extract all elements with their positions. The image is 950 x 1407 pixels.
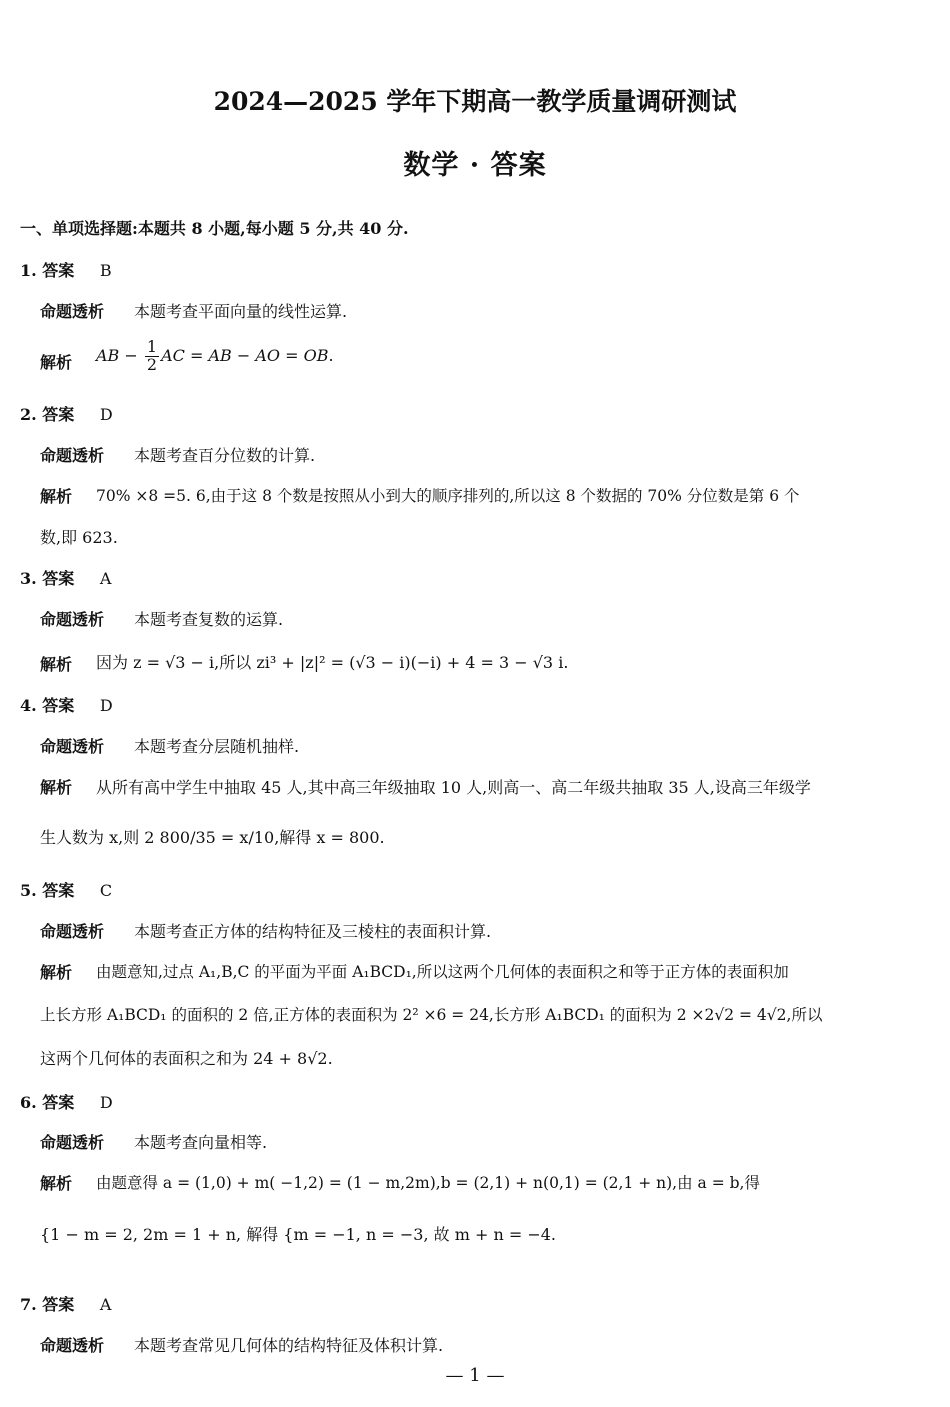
- analysis-text: 由题意得 a = (1,0) + m( −1,2) = (1 − m,2m),b = (2,1) + n(0,1) = (2,1 + n),由 a = b,得: [96, 1174, 760, 1192]
- analysis-text: {1 − m = 2, 2m = 1 + n, 解得 {m = −1, n = −3, 故 m + n = −4.: [40, 1225, 557, 1244]
- insight-label: 命题透析: [40, 446, 105, 465]
- insight-label: 命题透析: [40, 302, 105, 321]
- answer-label: 答案: [42, 1093, 75, 1112]
- analysis-text: 由题意知,过点 A₁,B,C 的平面为平面 A₁BCD₁,所以这两个几何体的表面积之和等于正方体的表面积加: [96, 963, 789, 981]
- analysis-text: 上长方形 A₁BCD₁ 的面积的 2 倍,正方体的表面积为 2² ×6 = 24,长方形 A₁BCD₁ 的面积为 2 ×2√2 = 4√2,所以: [40, 1006, 823, 1024]
- answer-label: 答案: [42, 569, 75, 588]
- section-heading: 一、单项选择题:本题共 8 小题,每小题 5 分,共 40 分.: [20, 219, 409, 238]
- insight-label: 命题透析: [40, 610, 105, 629]
- insight-label: 命题透析: [40, 1133, 105, 1152]
- insight-label: 命题透析: [40, 737, 105, 756]
- question-1-answer-line: [20, 258, 112, 281]
- question-6-answer-line: [20, 1090, 113, 1113]
- question-3-answer-line: [20, 566, 111, 589]
- question-number: 7.: [20, 1295, 37, 1314]
- answer-value: D: [99, 405, 113, 424]
- page-number: — 1 —: [445, 1365, 505, 1386]
- answer-value: D: [99, 696, 113, 715]
- question-number: 2.: [20, 405, 37, 424]
- answer-value: A: [99, 1295, 112, 1314]
- analysis-text: 70% ×8 =5. 6,由于这 8 个数是按照从小到大的顺序排列的,所以这 8 个数据的 70% 分位数是第 6 个: [96, 487, 800, 505]
- insight-text: 本题考查向量相等.: [134, 1133, 268, 1152]
- insight-label: 命题透析: [40, 922, 105, 941]
- question-number: 1.: [20, 261, 37, 280]
- insight-text: 本题考查复数的运算.: [134, 610, 284, 629]
- page-subtitle: 数学 · 答案: [403, 150, 547, 181]
- analysis-label: 解析: [40, 1174, 73, 1193]
- answer-value: A: [99, 569, 112, 588]
- insight-text: 本题考查平面向量的线性运算.: [134, 302, 348, 321]
- analysis-label: 解析: [40, 963, 73, 982]
- question-2-answer-line: [20, 402, 113, 425]
- answer-value: C: [99, 881, 113, 900]
- analysis-text: 数,即 623.: [40, 528, 118, 547]
- insight-text: 本题考查正方体的结构特征及三棱柱的表面积计算.: [134, 922, 492, 941]
- insight-label: 命题透析: [40, 1336, 105, 1355]
- question-number: 6.: [20, 1093, 37, 1112]
- insight-text: 本题考查常见几何体的结构特征及体积计算.: [134, 1336, 444, 1355]
- answer-value: D: [99, 1093, 113, 1112]
- question-5-answer-line: [20, 878, 112, 901]
- question-number: 4.: [20, 696, 37, 715]
- question-number: 3.: [20, 569, 37, 588]
- analysis-label: 解析: [40, 353, 73, 372]
- question-4-answer-line: [20, 693, 113, 716]
- answer-label: 答案: [42, 261, 75, 280]
- analysis-text: 这两个几何体的表面积之和为 24 + 8√2.: [40, 1049, 333, 1068]
- answer-label: 答案: [42, 881, 75, 900]
- insight-text: 本题考查分层随机抽样.: [134, 737, 300, 756]
- question-7-answer-line: [20, 1292, 111, 1315]
- analysis-label: 解析: [40, 778, 73, 797]
- analysis-text: 生人数为 x,则 2 800/35 = x/10,解得 x = 800.: [40, 828, 385, 847]
- answer-label: 答案: [42, 1295, 75, 1314]
- question-number: 5.: [20, 881, 37, 900]
- answer-label: 答案: [42, 696, 75, 715]
- analysis-text: 因为 z = √3 − i,所以 zi³ + |z|² = (√3 − i)(−i) + 4 = 3 − √3 i.: [96, 653, 569, 672]
- analysis-formula: AB − $\frac{1}{2}$ AC = AB − AO = OB.: [96, 337, 334, 374]
- page-title: 2024—2025 学年下期高一教学质量调研测试: [213, 87, 737, 116]
- analysis-label: 解析: [40, 487, 73, 506]
- analysis-label: 解析: [40, 655, 73, 674]
- insight-text: 本题考查百分位数的计算.: [134, 446, 316, 465]
- answer-value: B: [99, 261, 112, 280]
- analysis-text: 从所有高中学生中抽取 45 人,其中高三年级抽取 10 人,则高一、高二年级共抽取 35 人,设高三年级学: [96, 778, 811, 797]
- answer-label: 答案: [42, 405, 75, 424]
